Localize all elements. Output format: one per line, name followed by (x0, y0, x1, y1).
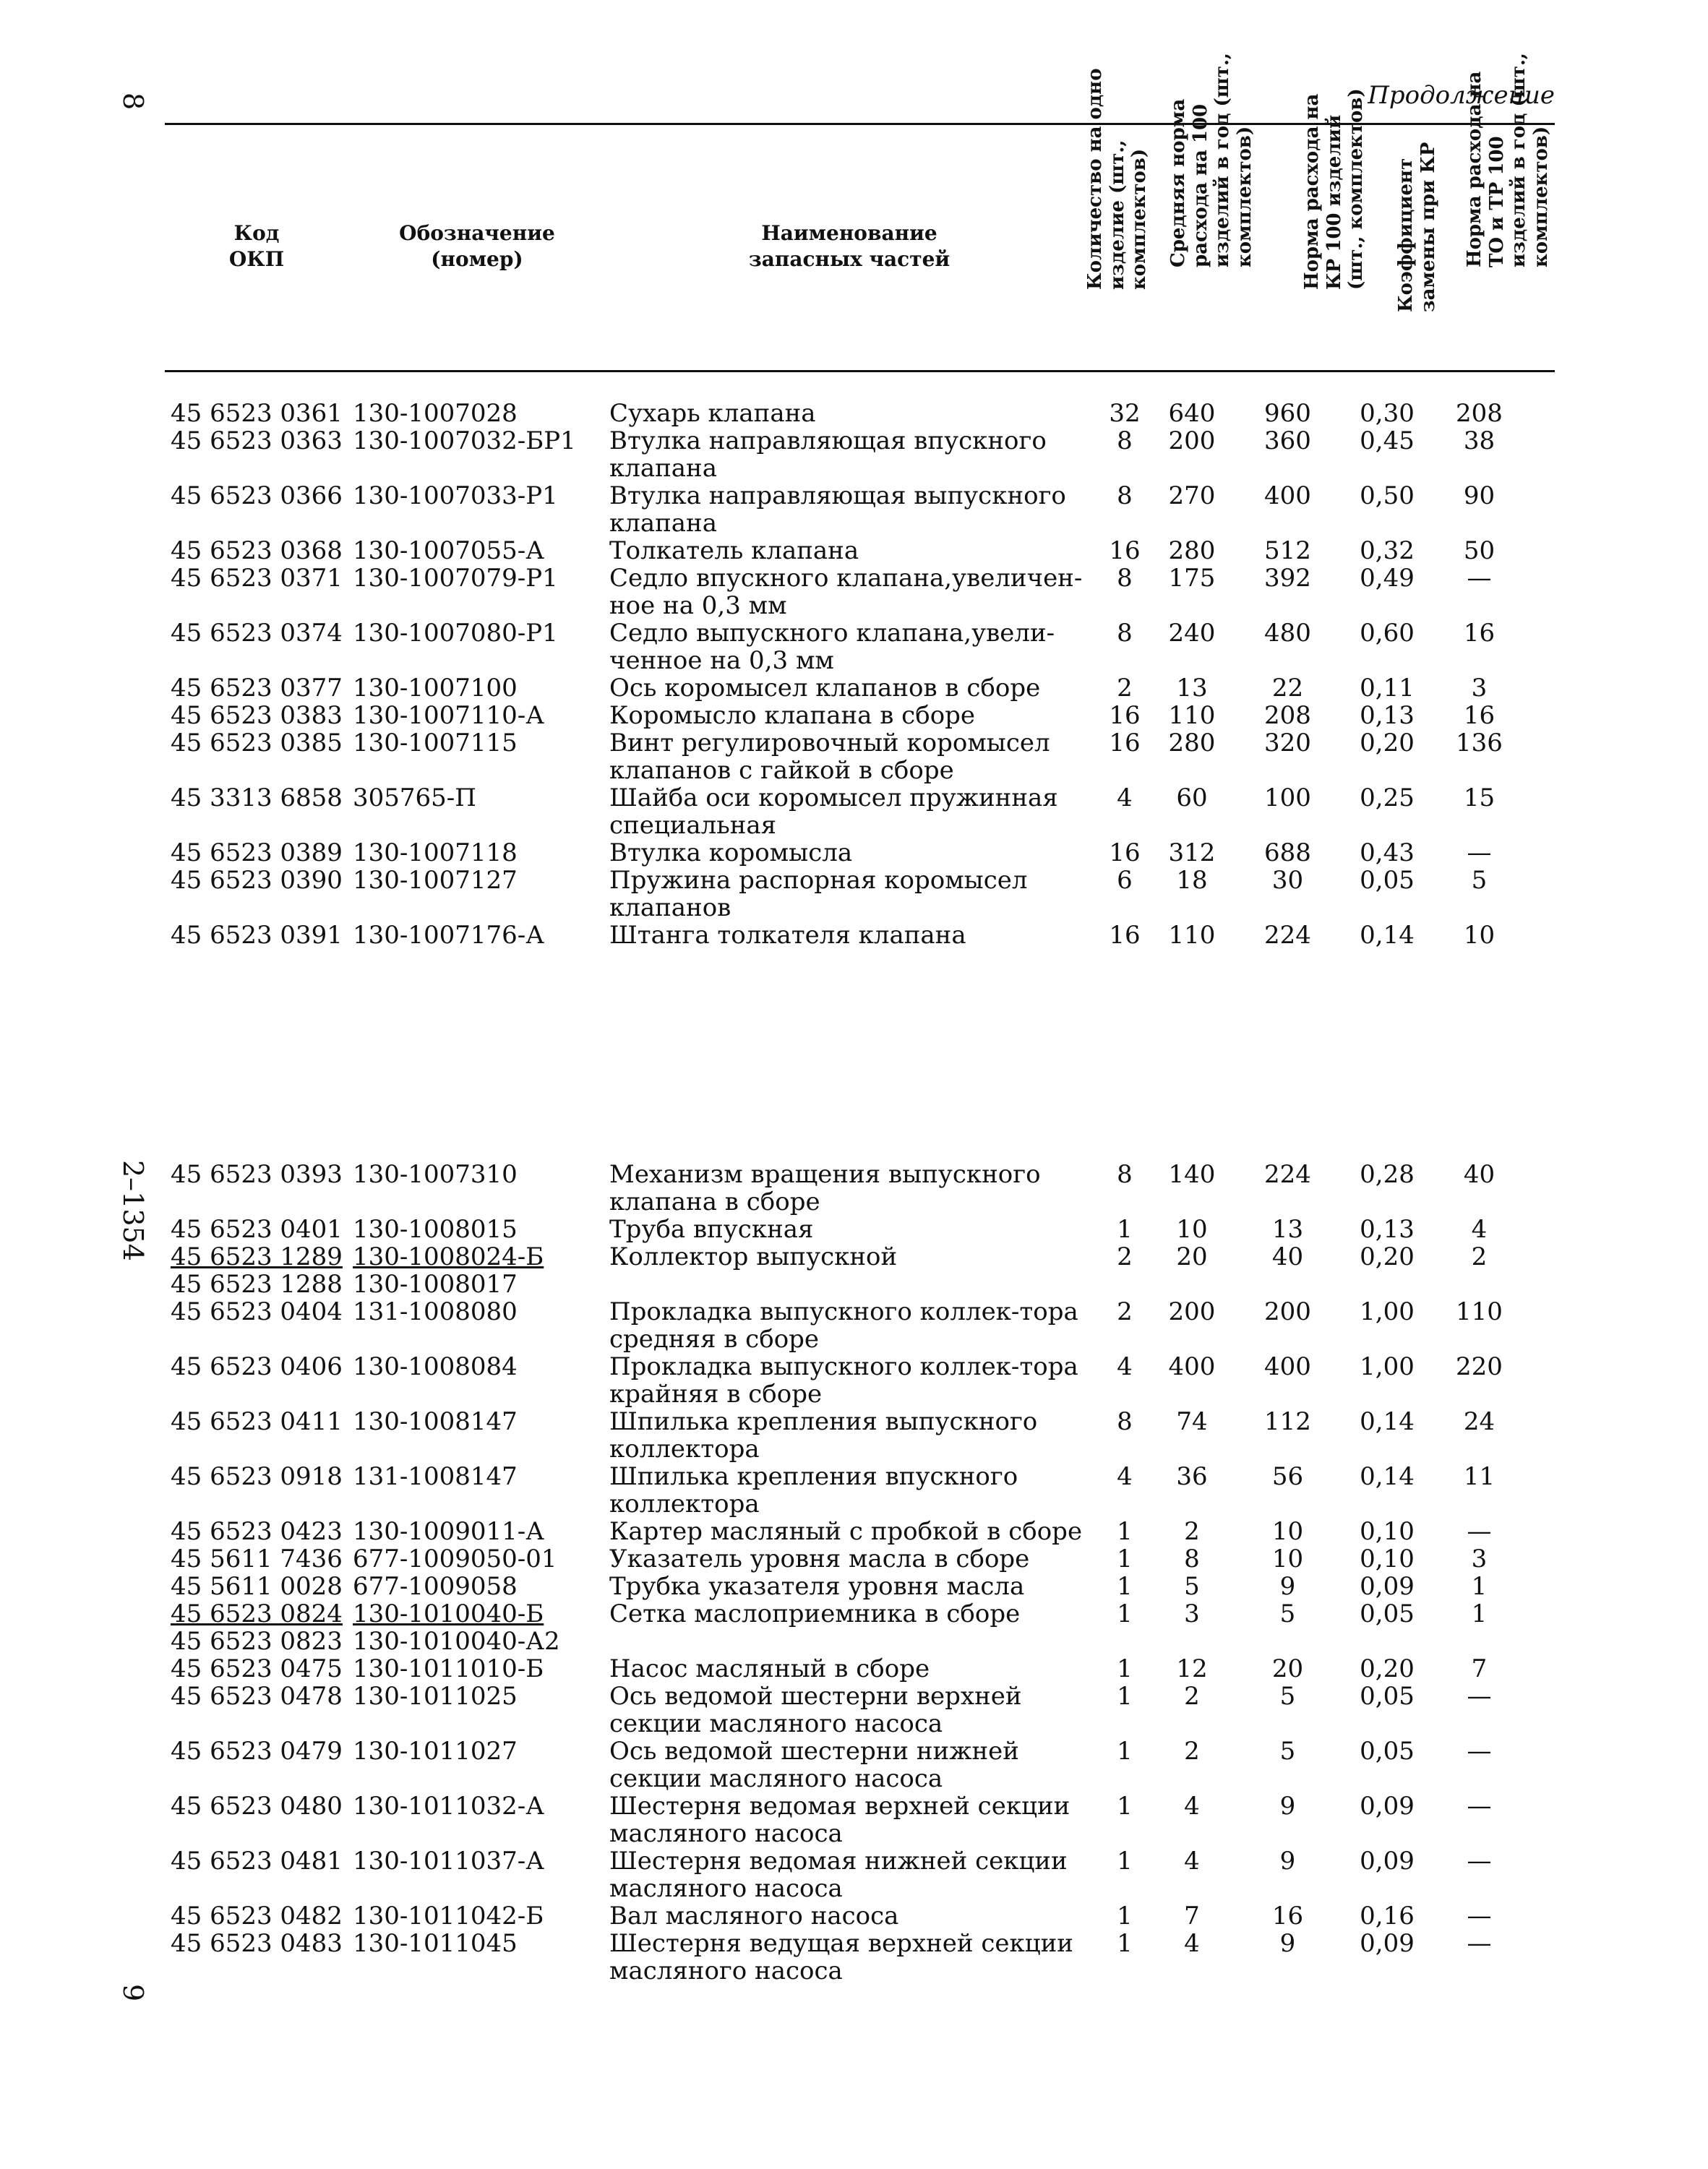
qty-value: 1 (1117, 1847, 1133, 1876)
avg-norm-value: 18 (1176, 866, 1208, 895)
avg-norm-value: 2 (1184, 1737, 1200, 1766)
avg-norm-value: 74 (1176, 1407, 1208, 1436)
to-norm-value: 10 (1463, 921, 1495, 950)
coef-value: 0,14 (1360, 1462, 1415, 1491)
table-row (171, 1353, 1558, 1408)
okp-code-pair (171, 1600, 353, 1655)
designation-alt: 130-1010040-А2 (353, 1627, 560, 1656)
kr-norm-value: 224 (1264, 921, 1311, 950)
table-row (171, 922, 1558, 949)
okp-code: 45 6523 0482 (171, 1902, 343, 1930)
qty-value: 8 (1117, 1407, 1133, 1436)
okp-code: 45 3313 6858 (171, 783, 343, 812)
okp-code: 45 6523 0390 (171, 866, 343, 895)
table-row (171, 839, 1558, 867)
to-norm-value: 1 (1471, 1572, 1488, 1601)
kr-norm-value: 30 (1271, 866, 1304, 895)
to-norm-value: 1 (1471, 1599, 1488, 1628)
qty-value: 4 (1117, 1462, 1133, 1491)
part-name: Шестерня ведомая нижней секции масляного насоса (609, 1847, 1068, 1903)
to-norm-value: 3 (1471, 674, 1488, 703)
to-norm-value: — (1467, 1902, 1492, 1930)
to-norm-value: 11 (1463, 1462, 1495, 1491)
table-row (171, 564, 1558, 619)
kr-norm-value: 112 (1264, 1407, 1311, 1436)
part-name: Шпилька крепления выпускного коллектора (609, 1407, 1038, 1464)
table-row (171, 1573, 1558, 1600)
designation: 305765-П (353, 783, 476, 812)
qty-value: 4 (1117, 1352, 1133, 1381)
qty-value: 1 (1117, 1572, 1133, 1601)
avg-norm-value: 280 (1168, 536, 1216, 565)
qty-value: 8 (1117, 426, 1133, 455)
qty-value: 1 (1117, 1737, 1133, 1766)
okp-code: 45 6523 0480 (171, 1792, 343, 1821)
table-row (171, 1792, 1558, 1847)
to-norm-value: 16 (1463, 701, 1495, 730)
part-name: Коромысло клапана в сборе (609, 701, 976, 730)
designation: 130-1008015 (353, 1215, 518, 1244)
designation: 130-1007127 (353, 866, 518, 895)
designation: 130-1007110-А (353, 701, 545, 730)
kr-norm-value: 960 (1264, 399, 1311, 428)
designation: 130-1007176-А (353, 921, 545, 950)
designation: 130-1011025 (353, 1682, 518, 1711)
to-norm-value: — (1467, 1792, 1492, 1821)
okp-code: 45 6523 0383 (171, 701, 343, 730)
okp-code: 45 6523 0363 (171, 426, 343, 455)
header-designation: Обозначение (номер) (399, 221, 555, 272)
kr-norm-value: 400 (1264, 481, 1311, 510)
kr-norm-value: 9 (1279, 1792, 1296, 1821)
avg-norm-value: 7 (1184, 1902, 1200, 1930)
designation: 130-1009011-А (353, 1517, 545, 1546)
qty-value: 1 (1117, 1215, 1133, 1244)
avg-norm-value: 4 (1184, 1847, 1200, 1876)
designation: 130-1007032-БР1 (353, 426, 576, 455)
kr-norm-value: 688 (1264, 838, 1311, 867)
table-row (171, 1902, 1558, 1930)
table-row (171, 1243, 1558, 1298)
designation: 130-1007310 (353, 1160, 518, 1189)
avg-norm-value: 3 (1184, 1599, 1200, 1628)
kr-norm-value: 10 (1271, 1517, 1304, 1546)
qty-value: 8 (1117, 1160, 1133, 1189)
to-norm-value: 5 (1471, 866, 1488, 895)
okp-code: 45 6523 0385 (171, 729, 343, 757)
avg-norm-value: 640 (1168, 399, 1216, 428)
okp-code: 45 6523 0406 (171, 1352, 343, 1381)
avg-norm-value: 2 (1184, 1682, 1200, 1711)
to-norm-value: 24 (1463, 1407, 1495, 1436)
table-row (171, 729, 1558, 784)
avg-norm-value: 200 (1168, 426, 1216, 455)
header-bottom-rule (165, 370, 1555, 372)
okp-code: 45 6523 0371 (171, 564, 343, 593)
okp-code: 45 6523 0366 (171, 481, 343, 510)
kr-norm-value: 360 (1264, 426, 1311, 455)
designation: 677-1009050-01 (353, 1545, 557, 1573)
okp-code: 45 5611 0028 (171, 1572, 343, 1601)
coef-value: 0,14 (1360, 921, 1415, 950)
part-name: Втулка направляющая выпускного клапана (609, 481, 1066, 538)
to-norm-value: 38 (1463, 426, 1495, 455)
avg-norm-value: 270 (1168, 481, 1216, 510)
table-row (171, 1216, 1558, 1243)
avg-norm-value: 60 (1176, 783, 1208, 812)
continuation-label: Продолжение (1368, 81, 1555, 110)
avg-norm-value: 36 (1176, 1462, 1208, 1491)
coef-value: 0,09 (1360, 1792, 1415, 1821)
to-norm-value: 50 (1463, 536, 1495, 565)
designation: 130-1007055-А (353, 536, 545, 565)
coef-value: 0,13 (1360, 1215, 1415, 1244)
to-norm-value: — (1467, 564, 1492, 593)
header-code: Код ОКП (228, 221, 285, 272)
parts-table-top (171, 400, 1558, 949)
table-row (171, 1738, 1558, 1792)
part-name: Механизм вращения выпускного клапана в сборе (609, 1160, 1041, 1216)
coef-value: 0,32 (1360, 536, 1415, 565)
signature-mark: 2–1354 (117, 1160, 149, 1261)
part-name: Прокладка выпускного коллек-тора крайняя в сборе (609, 1352, 1078, 1409)
kr-norm-value: 480 (1264, 619, 1311, 648)
designation: 130-1011042-Б (353, 1902, 544, 1930)
qty-value: 1 (1117, 1902, 1133, 1930)
avg-norm-value: 10 (1176, 1215, 1208, 1244)
kr-norm-value: 13 (1271, 1215, 1304, 1244)
qty-value: 1 (1117, 1599, 1133, 1628)
coef-value: 1,00 (1360, 1352, 1415, 1381)
okp-code: 45 6523 0391 (171, 921, 343, 950)
coef-value: 0,09 (1360, 1929, 1415, 1958)
table-row (171, 1298, 1558, 1353)
to-norm-value: — (1467, 838, 1492, 867)
qty-value: 8 (1117, 481, 1133, 510)
okp-code: 45 6523 0374 (171, 619, 343, 648)
kr-norm-value: 224 (1264, 1160, 1311, 1189)
part-name: Указатель уровня масла в сборе (609, 1545, 1030, 1573)
avg-norm-value: 5 (1184, 1572, 1200, 1601)
designation: 130-1010040-Б (353, 1599, 544, 1628)
avg-norm-value: 240 (1168, 619, 1216, 648)
designation: 130-1007080-Р1 (353, 619, 558, 648)
designation: 130-1007100 (353, 674, 518, 703)
designation: 130-1007079-Р1 (353, 564, 558, 593)
avg-norm-value: 175 (1168, 564, 1216, 593)
kr-norm-value: 9 (1279, 1572, 1296, 1601)
table-row (171, 1161, 1558, 1216)
okp-code: 45 6523 0404 (171, 1297, 343, 1326)
kr-norm-value: 208 (1264, 701, 1311, 730)
designation: 130-1007115 (353, 729, 518, 757)
kr-norm-value: 320 (1264, 729, 1311, 757)
coef-value: 0,25 (1360, 783, 1415, 812)
to-norm-value: — (1467, 1847, 1492, 1876)
table-row (171, 1930, 1558, 1985)
coef-value: 0,20 (1360, 729, 1415, 757)
to-norm-value: 7 (1471, 1654, 1488, 1683)
qty-value: 16 (1109, 729, 1141, 757)
qty-value: 32 (1109, 399, 1141, 428)
coef-value: 0,09 (1360, 1847, 1415, 1876)
qty-value: 1 (1117, 1929, 1133, 1958)
avg-norm-value: 280 (1168, 729, 1216, 757)
qty-value: 1 (1117, 1792, 1133, 1821)
to-norm-value: 15 (1463, 783, 1495, 812)
okp-code: 45 6523 0389 (171, 838, 343, 867)
to-norm-value: 110 (1456, 1297, 1503, 1326)
qty-value: 16 (1109, 536, 1141, 565)
qty-value: 16 (1109, 838, 1141, 867)
to-norm-value: — (1467, 1682, 1492, 1711)
okp-code: 45 6523 1289 (171, 1242, 343, 1271)
okp-code: 45 6523 0377 (171, 674, 343, 703)
avg-norm-value: 400 (1168, 1352, 1216, 1381)
part-name: Втулка направляющая впускного клапана (609, 426, 1047, 483)
designation: 130-1007028 (353, 399, 518, 428)
to-norm-value: 136 (1456, 729, 1503, 757)
part-name: Вал масляного насоса (609, 1902, 899, 1930)
qty-value: 6 (1117, 866, 1133, 895)
coef-value: 0,10 (1360, 1545, 1415, 1573)
qty-value: 8 (1117, 564, 1133, 593)
qty-value: 2 (1117, 1297, 1133, 1326)
to-norm-value: 16 (1463, 619, 1495, 648)
coef-value: 0,60 (1360, 619, 1415, 648)
coef-value: 0,14 (1360, 1407, 1415, 1436)
to-norm-value: 40 (1463, 1160, 1495, 1189)
qty-value: 2 (1117, 1242, 1133, 1271)
part-name: Сетка маслоприемника в сборе (609, 1599, 1021, 1628)
coef-value: 0,05 (1360, 1737, 1415, 1766)
table-row (171, 702, 1558, 729)
part-name: Толкатель клапана (609, 536, 859, 565)
to-norm-value: 4 (1471, 1215, 1488, 1244)
qty-value: 1 (1117, 1545, 1133, 1573)
avg-norm-value: 312 (1168, 838, 1216, 867)
okp-code-pair (171, 1243, 353, 1298)
avg-norm-value: 110 (1168, 701, 1216, 730)
qty-value: 16 (1109, 701, 1141, 730)
to-norm-value: 90 (1463, 481, 1495, 510)
part-name: Шайба оси коромысел пружинная специальная (609, 783, 1058, 840)
okp-code-alt: 45 6523 1288 (171, 1270, 343, 1299)
qty-value: 8 (1117, 619, 1133, 648)
avg-norm-value: 2 (1184, 1517, 1200, 1546)
kr-norm-value: 512 (1264, 536, 1311, 565)
part-name: Ось коромысел клапанов в сборе (609, 674, 1041, 703)
designation-pair (353, 1600, 609, 1655)
designation: 130-1011027 (353, 1737, 518, 1766)
coef-value: 0,20 (1360, 1242, 1415, 1271)
table-row (171, 1600, 1558, 1655)
coef-value: 0,11 (1360, 674, 1415, 703)
designation: 131-1008147 (353, 1462, 518, 1491)
part-name: Насос масляный в сборе (609, 1654, 930, 1683)
table-row (171, 1408, 1558, 1463)
part-name: Шестерня ведомая верхней секции масляного насоса (609, 1792, 1070, 1848)
okp-code: 45 6523 0483 (171, 1929, 343, 1958)
coef-value: 0,30 (1360, 399, 1415, 428)
coef-value: 0,28 (1360, 1160, 1415, 1189)
okp-code-alt: 45 6523 0823 (171, 1627, 343, 1656)
coef-value: 0,05 (1360, 1682, 1415, 1711)
kr-norm-value: 9 (1279, 1929, 1296, 1958)
avg-norm-value: 110 (1168, 921, 1216, 950)
kr-norm-value: 20 (1271, 1654, 1304, 1683)
coef-value: 0,45 (1360, 426, 1415, 455)
avg-norm-value: 200 (1168, 1297, 1216, 1326)
kr-norm-value: 10 (1271, 1545, 1304, 1573)
part-name: Сухарь клапана (609, 399, 816, 428)
designation: 130-1007033-Р1 (353, 481, 558, 510)
kr-norm-value: 5 (1279, 1599, 1296, 1628)
to-norm-value: 2 (1471, 1242, 1488, 1271)
designation: 677-1009058 (353, 1572, 518, 1601)
designation-alt: 130-1008017 (353, 1270, 518, 1299)
okp-code: 45 6523 0423 (171, 1517, 343, 1546)
okp-code: 45 6523 0918 (171, 1462, 343, 1491)
coef-value: 0,20 (1360, 1654, 1415, 1683)
designation-pair (353, 1243, 609, 1298)
to-norm-value: — (1467, 1737, 1492, 1766)
table-row (171, 619, 1558, 674)
to-norm-value: 3 (1471, 1545, 1488, 1573)
to-norm-value: — (1467, 1517, 1492, 1546)
kr-norm-value: 400 (1264, 1352, 1311, 1381)
designation: 130-1011045 (353, 1929, 518, 1958)
qty-value: 16 (1109, 921, 1141, 950)
header-name: Наименование запасных частей (748, 221, 950, 272)
page-number-top: 8 (117, 93, 149, 111)
part-name: Коллектор выпускной (609, 1242, 898, 1271)
designation: 130-1011037-А (353, 1847, 545, 1876)
table-row (171, 1655, 1558, 1683)
okp-code: 45 6523 0361 (171, 399, 343, 428)
qty-value: 1 (1117, 1654, 1133, 1683)
table-row (171, 1463, 1558, 1518)
coef-value: 0,43 (1360, 838, 1415, 867)
kr-norm-value: 5 (1279, 1682, 1296, 1711)
coef-value: 0,09 (1360, 1572, 1415, 1601)
kr-norm-value: 9 (1279, 1847, 1296, 1876)
to-norm-value: 220 (1456, 1352, 1503, 1381)
avg-norm-value: 12 (1176, 1654, 1208, 1683)
okp-code: 45 6523 0368 (171, 536, 343, 565)
okp-code: 45 6523 0411 (171, 1407, 343, 1436)
coef-value: 0,50 (1360, 481, 1415, 510)
qty-value: 1 (1117, 1682, 1133, 1711)
designation: 131-1008080 (353, 1297, 518, 1326)
avg-norm-value: 20 (1176, 1242, 1208, 1271)
part-name: Пружина распорная коромысел клапанов (609, 866, 1028, 922)
part-name: Штанга толкателя клапана (609, 921, 966, 950)
designation: 130-1011032-А (353, 1792, 545, 1821)
kr-norm-value: 16 (1271, 1902, 1304, 1930)
part-name: Шпилька крепления впускного коллектора (609, 1462, 1018, 1519)
okp-code: 45 6523 0478 (171, 1682, 343, 1711)
part-name: Прокладка выпускного коллек-тора средняя в сборе (609, 1297, 1078, 1354)
table-row (171, 1518, 1558, 1545)
avg-norm-value: 4 (1184, 1929, 1200, 1958)
coef-value: 0,13 (1360, 701, 1415, 730)
coef-value: 0,10 (1360, 1517, 1415, 1546)
part-name: Ось ведомой шестерни нижней секции масляного насоса (609, 1737, 1019, 1793)
part-name: Втулка коромысла (609, 838, 853, 867)
coef-value: 0,05 (1360, 866, 1415, 895)
okp-code: 45 6523 0475 (171, 1654, 343, 1683)
okp-code: 45 6523 0393 (171, 1160, 343, 1189)
parts-table-bottom (171, 1161, 1558, 1985)
okp-code: 45 6523 0481 (171, 1847, 343, 1876)
part-name: Седло выпускного клапана,увели-ченное на 0,3 мм (609, 619, 1055, 675)
designation: 130-1008147 (353, 1407, 518, 1436)
kr-norm-value: 100 (1264, 783, 1311, 812)
avg-norm-value: 8 (1184, 1545, 1200, 1573)
part-name: Ось ведомой шестерни верхней секции масляного насоса (609, 1682, 1022, 1738)
qty-value: 4 (1117, 783, 1133, 812)
table-row (171, 537, 1558, 564)
kr-norm-value: 392 (1264, 564, 1311, 593)
table-row (171, 427, 1558, 482)
table-row (171, 1683, 1558, 1738)
designation: 130-1008084 (353, 1352, 518, 1381)
okp-code: 45 5611 7436 (171, 1545, 343, 1573)
part-name: Винт регулировочный коромысел клапанов с гайкой в сборе (609, 729, 1050, 785)
qty-value: 2 (1117, 674, 1133, 703)
to-norm-value: — (1467, 1929, 1492, 1958)
table-row (171, 784, 1558, 839)
part-name: Седло впускного клапана,увеличен-ное на 0,3 мм (609, 564, 1083, 620)
okp-code: 45 6523 0479 (171, 1737, 343, 1766)
kr-norm-value: 56 (1271, 1462, 1304, 1491)
table-row (171, 674, 1558, 702)
coef-value: 0,49 (1360, 564, 1415, 593)
designation: 130-1007118 (353, 838, 518, 867)
qty-value: 1 (1117, 1517, 1133, 1546)
table-row (171, 400, 1558, 427)
page-number-bottom: 9 (117, 1984, 149, 2002)
okp-code: 45 6523 0824 (171, 1599, 343, 1628)
avg-norm-value: 13 (1176, 674, 1208, 703)
kr-norm-value: 22 (1271, 674, 1304, 703)
to-norm-value: 208 (1456, 399, 1503, 428)
part-name: Труба впускная (609, 1215, 814, 1244)
designation: 130-1011010-Б (353, 1654, 544, 1683)
kr-norm-value: 40 (1271, 1242, 1304, 1271)
coef-value: 0,05 (1360, 1599, 1415, 1628)
part-name: Картер масляный с пробкой в сборе (609, 1517, 1083, 1546)
part-name: Трубка указателя уровня масла (609, 1572, 1025, 1601)
designation: 130-1008024-Б (353, 1242, 544, 1271)
table-row (171, 1847, 1558, 1902)
coef-value: 1,00 (1360, 1297, 1415, 1326)
avg-norm-value: 4 (1184, 1792, 1200, 1821)
avg-norm-value: 140 (1168, 1160, 1216, 1189)
table-row (171, 867, 1558, 922)
table-row (171, 482, 1558, 537)
okp-code: 45 6523 0401 (171, 1215, 343, 1244)
table-row (171, 1545, 1558, 1573)
part-name: Шестерня ведущая верхней секции масляного насоса (609, 1929, 1073, 1985)
kr-norm-value: 200 (1264, 1297, 1311, 1326)
coef-value: 0,16 (1360, 1902, 1415, 1930)
kr-norm-value: 5 (1279, 1737, 1296, 1766)
